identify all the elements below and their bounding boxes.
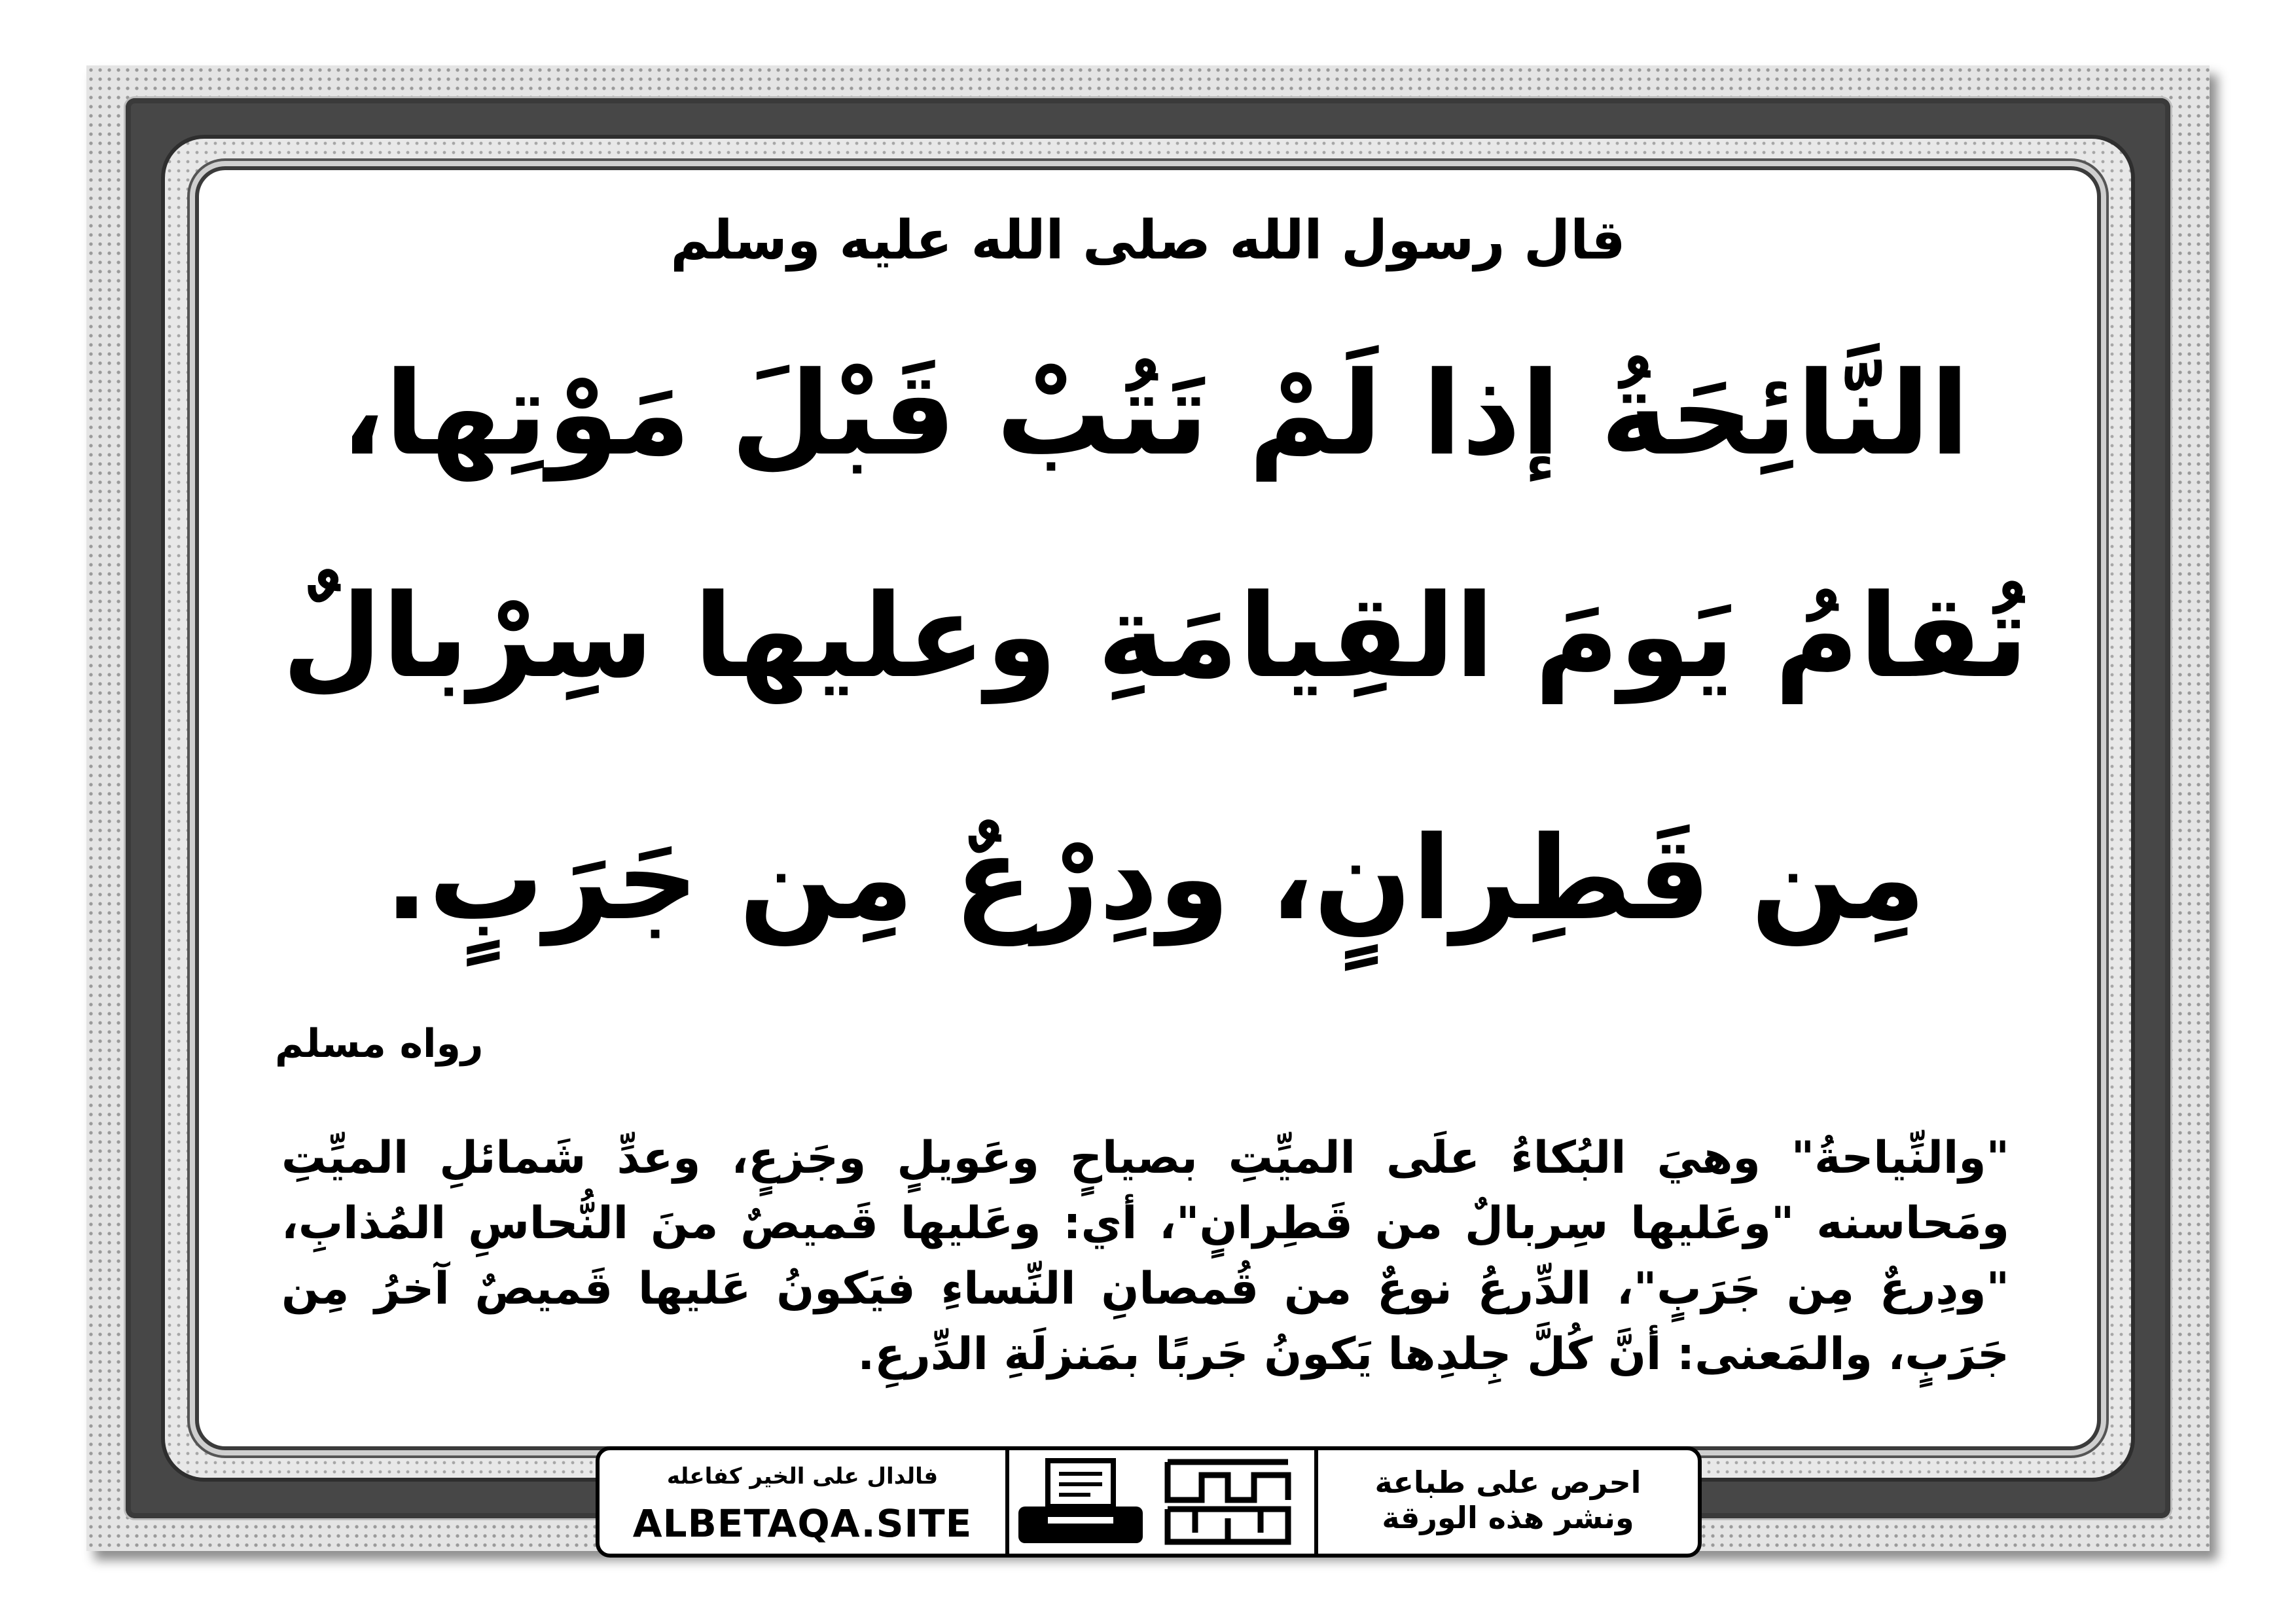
footer-divider-right <box>1314 1450 1318 1554</box>
print-reminder <box>1318 1450 1698 1554</box>
footer-motto: فالدال على الخير كفاعله <box>666 1463 939 1489</box>
hadith-line-1: النَّائِحَةُ إذا لَمْ تَتُبْ قَبْلَ مَوْتِها، <box>340 347 1970 481</box>
footer-divider-left <box>1005 1450 1009 1554</box>
kufic-logo <box>1162 1455 1293 1548</box>
explanation-paragraph: "والنِّياحةُ" وهيَ البُكاءُ علَى الميِّتِ بصياحٍ وعَويلٍ وجَزعٍ، وعدِّ شَمائلِ الميِّتِ ومَحاسنه "وعَليها سِربالٌ من قَطِرانٍ"، أي: وعَليها قَميصٌ منَ النُّحاسِ المُذابِ، "ودِرعٌ مِن جَرَبٍ"، الدِّرعُ نوعٌ من قُمصانِ النِّساءِ فيَكونُ عَليها قَميصٌ آخرُ مِن جَرَبٍ، والمَعنى: أنَّ كُلَّ جِلدِها يَكونُ جَربًا بمَنزلَةِ الدِّرعِ. <box>281 1132 2009 1380</box>
hadith-line-2: تُقامُ يَومَ القِيامَةِ وعليها سِرْبالٌ <box>281 569 2029 704</box>
footer-bar <box>596 1446 1702 1558</box>
attribution-heading: قال رسول الله صلى الله عليه وسلم <box>670 209 1626 272</box>
hadith-line-3: مِن قَطِرانٍ، ودِرْعٌ مِن جَرَبٍ. <box>384 812 1926 946</box>
site-link[interactable]: ALBETAQA.SITE <box>632 1501 973 1546</box>
printer-icon <box>1012 1457 1149 1548</box>
print-reminder-line-1: احرص على طباعة <box>1374 1465 1641 1500</box>
hadith-source: رواه مسلم <box>275 1021 484 1067</box>
print-reminder-line-2: ونشر هذه الورقة <box>1382 1500 1634 1535</box>
site-info <box>600 1450 1005 1554</box>
